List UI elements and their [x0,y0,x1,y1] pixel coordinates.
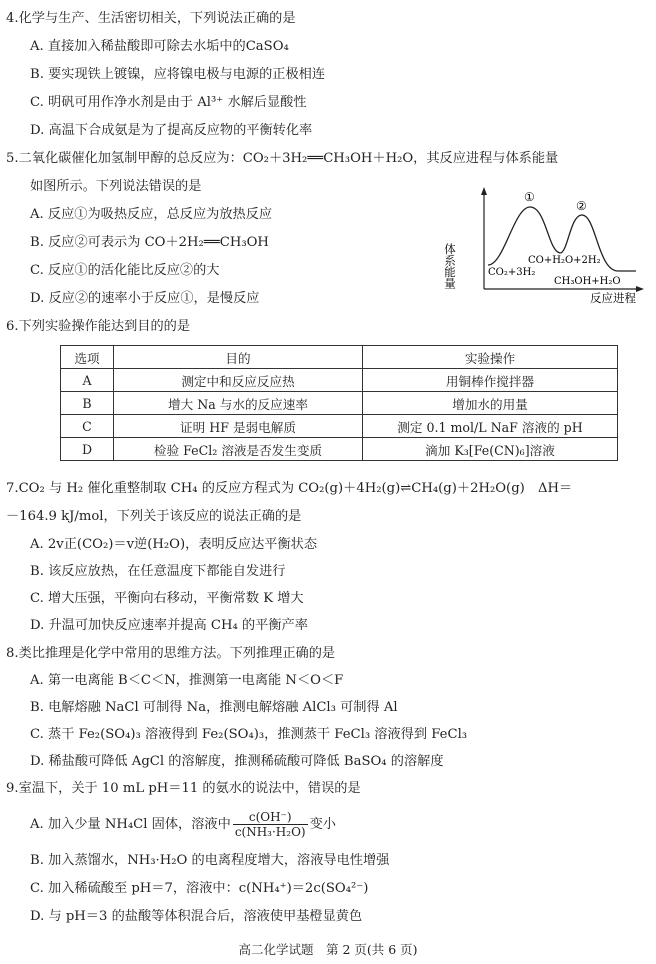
table-row [61,369,618,392]
fraction-numerator: c(OH⁻) [233,810,308,825]
q6-stem: 6.下列实验操作能达到目的的是 [6,319,191,334]
q9-option-d: D. 与 pH＝3 的盐酸等体积混合后，溶液使甲基橙显黄色 [30,909,363,924]
table-cell: 测定 0.1 mol/L NaF 溶液的 pH [363,415,618,438]
q7-stem-line1: 7.CO₂ 与 H₂ 催化重整制取 CH₄ 的反应方程式为 CO₂(g)＋4H₂(g)⇌CH₄(g)＋2H₂O(g) ΔH＝ [6,481,573,496]
page-footer: 高二化学试题 第 2 页(共 6 页) [238,942,418,957]
fraction-denominator: c(NH₃·H₂O) [234,825,306,839]
q7-option-a: A. 2v正(CO₂)＝v逆(H₂O)，表明反应达平衡状态 [30,537,318,552]
q7-option-c: C. 增大压强，平衡向右移动，平衡常数 K 增大 [30,591,304,606]
q9-fraction [233,810,308,839]
q5-option-b: B. 反应②可表示为 CO＋2H₂══CH₃OH [30,235,269,250]
table-row [61,392,618,415]
x-axis-label: 反应进程 [590,291,636,305]
q4-option-b: B. 要实现铁上镀镍，应将镍电极与电源的正极相连 [30,67,326,82]
header-operation: 实验操作 [363,346,618,369]
state-end-label: CH₃OH+H₂O [554,276,621,287]
x-axis-arrow-icon [636,286,644,292]
peak-1-label: ① [524,190,535,204]
state-mid-label: CO+H₂O+2H₂ [528,255,601,266]
q9-stem: 9.室温下，关于 10 mL pH＝11 的氨水的说法中，错误的是 [6,781,361,796]
header-purpose: 目的 [114,346,363,369]
q7-stem-line2: －164.9 kJ/mol，下列关于该反应的说法正确的是 [6,509,302,524]
table-row [61,438,618,461]
header-option: 选项 [61,346,114,369]
table-header-row [61,346,618,369]
q7-option-b: B. 该反应放热，在任意温度下都能自发进行 [30,564,286,579]
q9-option-a-suffix: 变小 [309,817,336,832]
q6-table [60,345,618,461]
y-axis-arrow-icon [481,187,487,195]
q9-option-a [30,808,336,842]
peak-2-label: ② [576,199,587,213]
q7-option-d: D. 升温可加快反应速率并提高 CH₄ 的平衡产率 [30,618,308,633]
q4-option-a: A. 直接加入稀盐酸即可除去水垢中的CaSO₄ [30,39,289,54]
q5-stem-line1: 5.二氧化碳催化加氢制甲醇的总反应为：CO₂＋3H₂══CH₃OH＋H₂O，其反应进程与体系能量 [6,151,559,166]
q5-option-a: A. 反应①为吸热反应，总反应为放热反应 [30,207,273,222]
q5-option-c: C. 反应①的活化能比反应②的大 [30,263,220,278]
y-axis-label: 体系能量 [443,243,457,289]
table-cell: 滴加 K₃[Fe(CN)₆]溶液 [363,438,618,461]
q5-stem-line2: 如图所示。下列说法错误的是 [30,179,202,194]
table-cell: A [61,369,114,392]
table-cell: D [61,438,114,461]
q9-option-b: B. 加入蒸馏水，NH₃·H₂O 的电离程度增大，溶液导电性增强 [30,853,390,868]
table-row [61,415,618,438]
q8-stem: 8.类比推理是化学中常用的思维方法。下列推理正确的是 [6,646,336,661]
table-cell: B [61,392,114,415]
q4-option-d: D. 高温下合成氨是为了提高反应物的平衡转化率 [30,123,313,138]
q4-stem: 4.化学与生产、生活密切相关，下列说法正确的是 [6,11,296,26]
energy-diagram [436,185,648,310]
q8-option-d: D. 稀盐酸可降低 AgCl 的溶解度，推测稀硫酸可降低 BaSO₄ 的溶解度 [30,754,444,769]
q9-option-a-prefix: A. 加入少量 NH₄Cl 固体，溶液中 [30,817,231,832]
table-cell: 增大 Na 与水的反应速率 [114,392,363,415]
q8-option-b: B. 电解熔融 NaCl 可制得 Na，推测电解熔融 AlCl₃ 可制得 Al [30,700,398,715]
table-cell: 测定中和反应反应热 [114,369,363,392]
table-cell: 用铜棒作搅拌器 [363,369,618,392]
table-cell: 检验 FeCl₂ 溶液是否发生变质 [114,438,363,461]
q9-option-c: C. 加入稀硫酸至 pH＝7，溶液中：c(NH₄⁺)＝2c(SO₄²⁻) [30,881,369,896]
q8-option-c: C. 蒸干 Fe₂(SO₄)₃ 溶液得到 Fe₂(SO₄)₃，推测蒸干 FeCl₃ 溶液得到 FeCl₃ [30,727,468,742]
table-cell: C [61,415,114,438]
state-start-label: CO₂+3H₂ [488,267,536,278]
q8-option-a: A. 第一电离能 B＜C＜N，推测第一电离能 N＜O＜F [30,673,344,688]
q4-option-c: C. 明矾可用作净水剂是由于 Al³⁺ 水解后显酸性 [30,95,307,110]
table-cell: 增加水的用量 [363,392,618,415]
q5-option-d: D. 反应②的速率小于反应①，是慢反应 [30,291,260,306]
table-cell: 证明 HF 是弱电解质 [114,415,363,438]
